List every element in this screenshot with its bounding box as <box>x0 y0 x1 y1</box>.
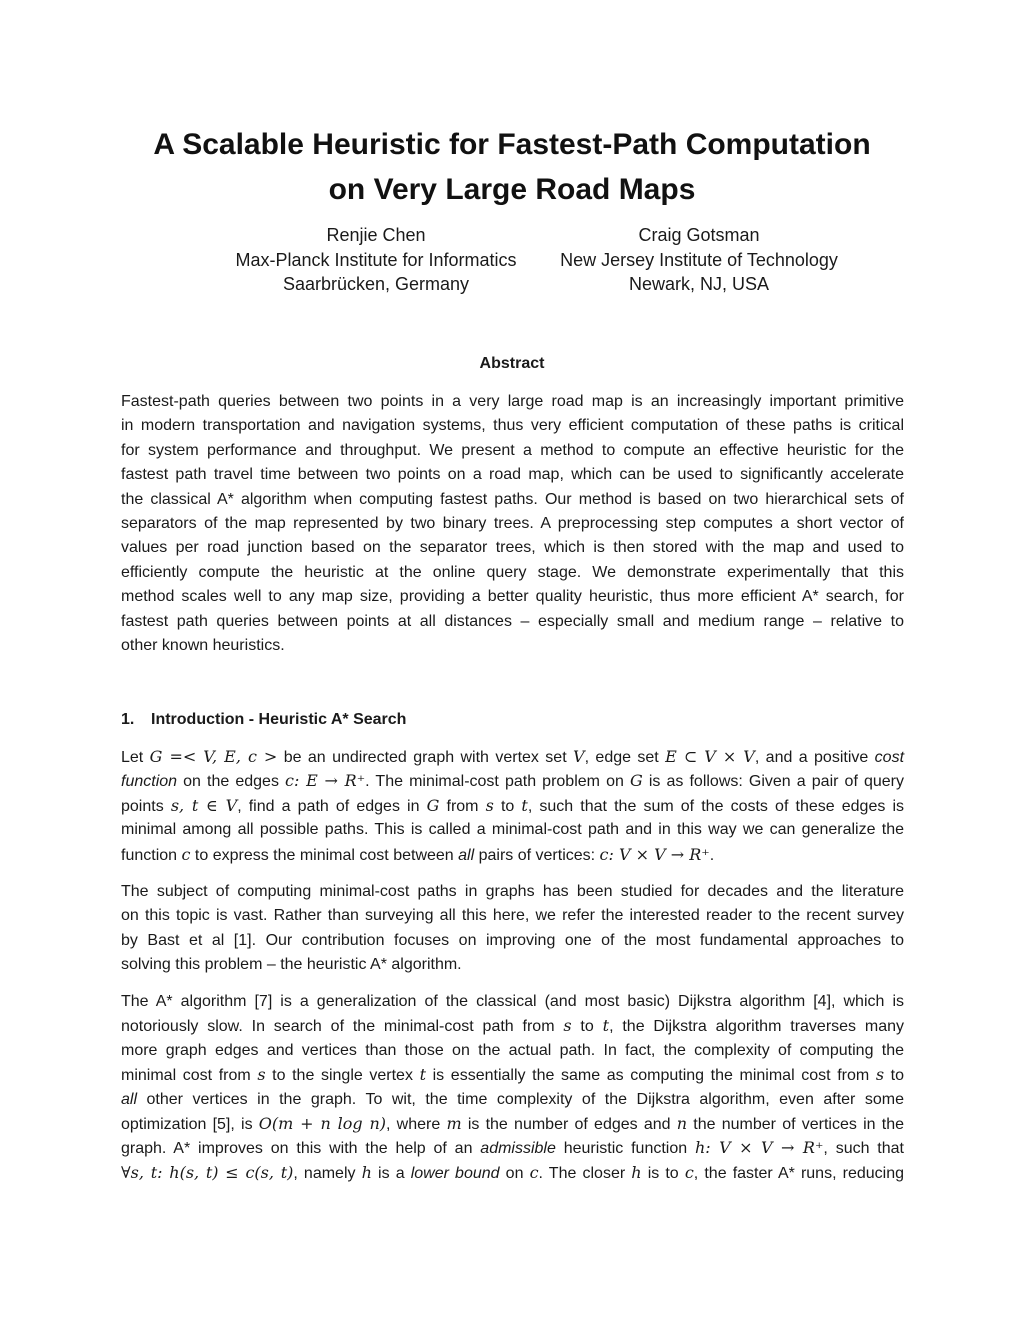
author-name: Renjie Chen <box>326 225 426 245</box>
math-inline: V <box>573 747 585 766</box>
text: , namely <box>293 1164 362 1182</box>
text: other vertices in the graph. To wit, the time complexity of the Dijkstra algorithm, even after some <box>137 1090 904 1108</box>
text: is essentially the same as computing the minimal cost from <box>426 1067 876 1085</box>
math-inline: h: V × V → R⁺ <box>694 1138 824 1158</box>
paragraph-line <box>121 769 904 793</box>
text: , such that the sum of the costs of these edges is <box>527 797 905 815</box>
section-heading <box>121 710 406 730</box>
text: , where <box>385 1115 447 1133</box>
math-inline: s <box>485 795 494 815</box>
text: to <box>571 1018 603 1036</box>
math-inline: n <box>676 1113 688 1133</box>
emphasis: all <box>121 1090 138 1108</box>
abstract-line: other known heuristics. <box>121 636 285 654</box>
paragraph-line: solving this problem – the heuristic A* algorithm. <box>121 956 462 974</box>
text: be an undirected graph with vertex set <box>277 749 574 766</box>
text: , such that <box>823 1140 904 1158</box>
math-inline: h <box>361 1162 372 1182</box>
text: pairs of vertices: <box>474 846 600 864</box>
paragraph-line: more graph edges and vertices than those on the actual path. In fact, the complexity of computing the <box>121 1041 904 1059</box>
math-inline: m <box>446 1113 462 1133</box>
abstract-line: the classical A* algorithm when computing fastest paths. Our method is based on two hierarchical sets of <box>121 490 904 508</box>
abstract-line: separators of the map represented by two binary trees. A preprocessing step computes a short vector of <box>121 514 904 532</box>
paragraph-line <box>121 1112 904 1136</box>
text: function <box>121 846 182 864</box>
math-inline: s <box>563 1016 572 1036</box>
paragraph-line: The subject of computing minimal-cost paths in graphs has been studied for decades and the literature <box>121 883 904 900</box>
paragraph-line: The A* algorithm [7] is a generalization of the classical (and most basic) Dijkstra algorithm [4], which is <box>121 993 904 1010</box>
math-inline: c: V × V → R⁺ <box>599 844 710 864</box>
math-inline: G <box>629 771 643 791</box>
math-inline: G =< V, E, c > <box>149 747 278 766</box>
title-line-1: A Scalable Heuristic for Fastest-Path Computation <box>153 128 871 161</box>
text: notoriously slow. In search of the minimal-cost path from <box>121 1018 564 1036</box>
text: on the edges <box>177 773 286 791</box>
author-location: Saarbrücken, Germany <box>282 274 470 294</box>
paragraph-line <box>121 1088 904 1112</box>
intro-paragraph-3 <box>121 990 904 1185</box>
math-inline: c <box>529 1162 539 1182</box>
text: , the Dijkstra algorithm traverses many <box>609 1018 905 1036</box>
emphasis: lower bound <box>410 1164 500 1182</box>
section-number: 1. <box>121 711 135 728</box>
text: , find a path of edges in <box>237 797 427 815</box>
paragraph-line <box>121 794 904 818</box>
emphasis: admissible <box>480 1140 556 1158</box>
author-location: Newark, NJ, USA <box>628 274 770 294</box>
paragraph-line <box>121 745 904 769</box>
abstract-line: for system performance and throughput. We present a method to compute an effective heuristic for the <box>121 441 904 459</box>
text: is as follows: Given a pair of query <box>642 773 905 791</box>
author-affiliation: Max-Planck Institute for Informatics <box>235 249 517 270</box>
paragraph-line <box>121 1136 904 1160</box>
author-name: Craig Gotsman <box>638 225 760 245</box>
math-inline: t <box>521 795 528 815</box>
emphasis: cost <box>874 749 905 766</box>
text: . The closer <box>538 1164 632 1182</box>
text: , the faster A* runs, reducing <box>693 1164 905 1182</box>
math-inline: s <box>257 1065 266 1085</box>
title-line-2: on Very Large Road Maps <box>328 173 696 206</box>
text: heuristic function <box>555 1140 695 1158</box>
text: to <box>493 797 522 815</box>
abstract-heading: Abstract <box>479 355 545 372</box>
paragraph-line: minimal among all possible paths. This is called a minimal-cost path and in this way we can generalize the <box>121 821 904 839</box>
paragraph-line: by Bast et al [1]. Our contribution focuses on improving one of the most fundamental approaches to <box>121 931 904 949</box>
text: to <box>884 1067 905 1085</box>
math-inline: E ⊂ V × V <box>665 747 755 766</box>
text: from <box>439 797 486 815</box>
abstract-line: Fastest-path queries between two points in a very large road map is an increasingly important primitive <box>121 393 904 410</box>
emphasis: all <box>458 846 475 864</box>
text: , edge set <box>584 749 666 766</box>
paragraph-line <box>121 1014 904 1038</box>
intro-paragraph-2 <box>121 880 904 978</box>
text: is a <box>371 1164 411 1182</box>
text: . The minimal-cost path problem on <box>365 773 630 791</box>
math-inline: c <box>684 1162 694 1182</box>
math-inline: s, t ∈ V <box>170 795 238 815</box>
abstract-line: method scales well to any map size, providing a better quality heuristic, thus more efficient A* search, for <box>121 588 904 606</box>
text: optimization [5], is <box>121 1115 259 1133</box>
emphasis: function <box>121 773 178 791</box>
math-inline: t <box>602 1016 610 1036</box>
paragraph-line <box>121 1063 904 1087</box>
abstract-line: fastest path travel time between two points on a road map, which can be used to significantly accelerate <box>121 466 904 484</box>
math-inline: h <box>631 1162 642 1182</box>
abstract-line: in modern transportation and navigation systems, thus very efficient computation of these paths is critical <box>121 417 904 435</box>
author-2 <box>548 223 850 297</box>
text: to express the minimal cost between <box>190 846 459 864</box>
paragraph-line: on this topic is vast. Rather than surveying all this here, we refer the interested reader to the recent survey <box>121 907 904 925</box>
math-inline: s <box>875 1065 885 1085</box>
math-inline: G <box>426 795 440 815</box>
text: , and a positive <box>754 749 875 766</box>
intro-paragraph-1 <box>121 745 904 867</box>
author-1 <box>216 223 536 297</box>
paragraph-line <box>121 843 904 867</box>
text: is to <box>641 1164 685 1182</box>
abstract-body <box>121 390 904 658</box>
text: to the single vertex <box>265 1067 420 1085</box>
abstract-line: values per road junction based on the separator trees, which is then stored with the map and used to <box>121 539 904 557</box>
math-inline: ∀s, t: h(s, t) ≤ c(s, t) <box>121 1162 294 1182</box>
section-title: Introduction - Heuristic A* Search <box>151 711 407 728</box>
text: on <box>499 1164 530 1182</box>
abstract-line: efficiently compute the heuristic at the online query stage. We demonstrate experimentally that this <box>121 563 904 581</box>
math-inline: t <box>419 1065 427 1085</box>
author-affiliation: New Jersey Institute of Technology <box>560 249 838 270</box>
text: Let <box>121 749 150 766</box>
math-inline: O(m + n log n) <box>258 1113 386 1133</box>
text: . <box>709 846 715 864</box>
math-inline: c: E → R⁺ <box>285 771 366 791</box>
text: the number of vertices in the <box>687 1115 904 1133</box>
text: minimal cost from <box>121 1067 258 1085</box>
paper-title <box>0 122 1024 212</box>
math-inline: c <box>181 844 191 864</box>
text: is the number of edges and <box>461 1115 677 1133</box>
text: graph. A* improves on this with the help of an <box>121 1140 481 1158</box>
paragraph-line <box>121 1161 904 1185</box>
text: points <box>121 797 171 815</box>
abstract-line: fastest path queries between points at all distances – especially small and medium range – relative to <box>121 612 904 630</box>
